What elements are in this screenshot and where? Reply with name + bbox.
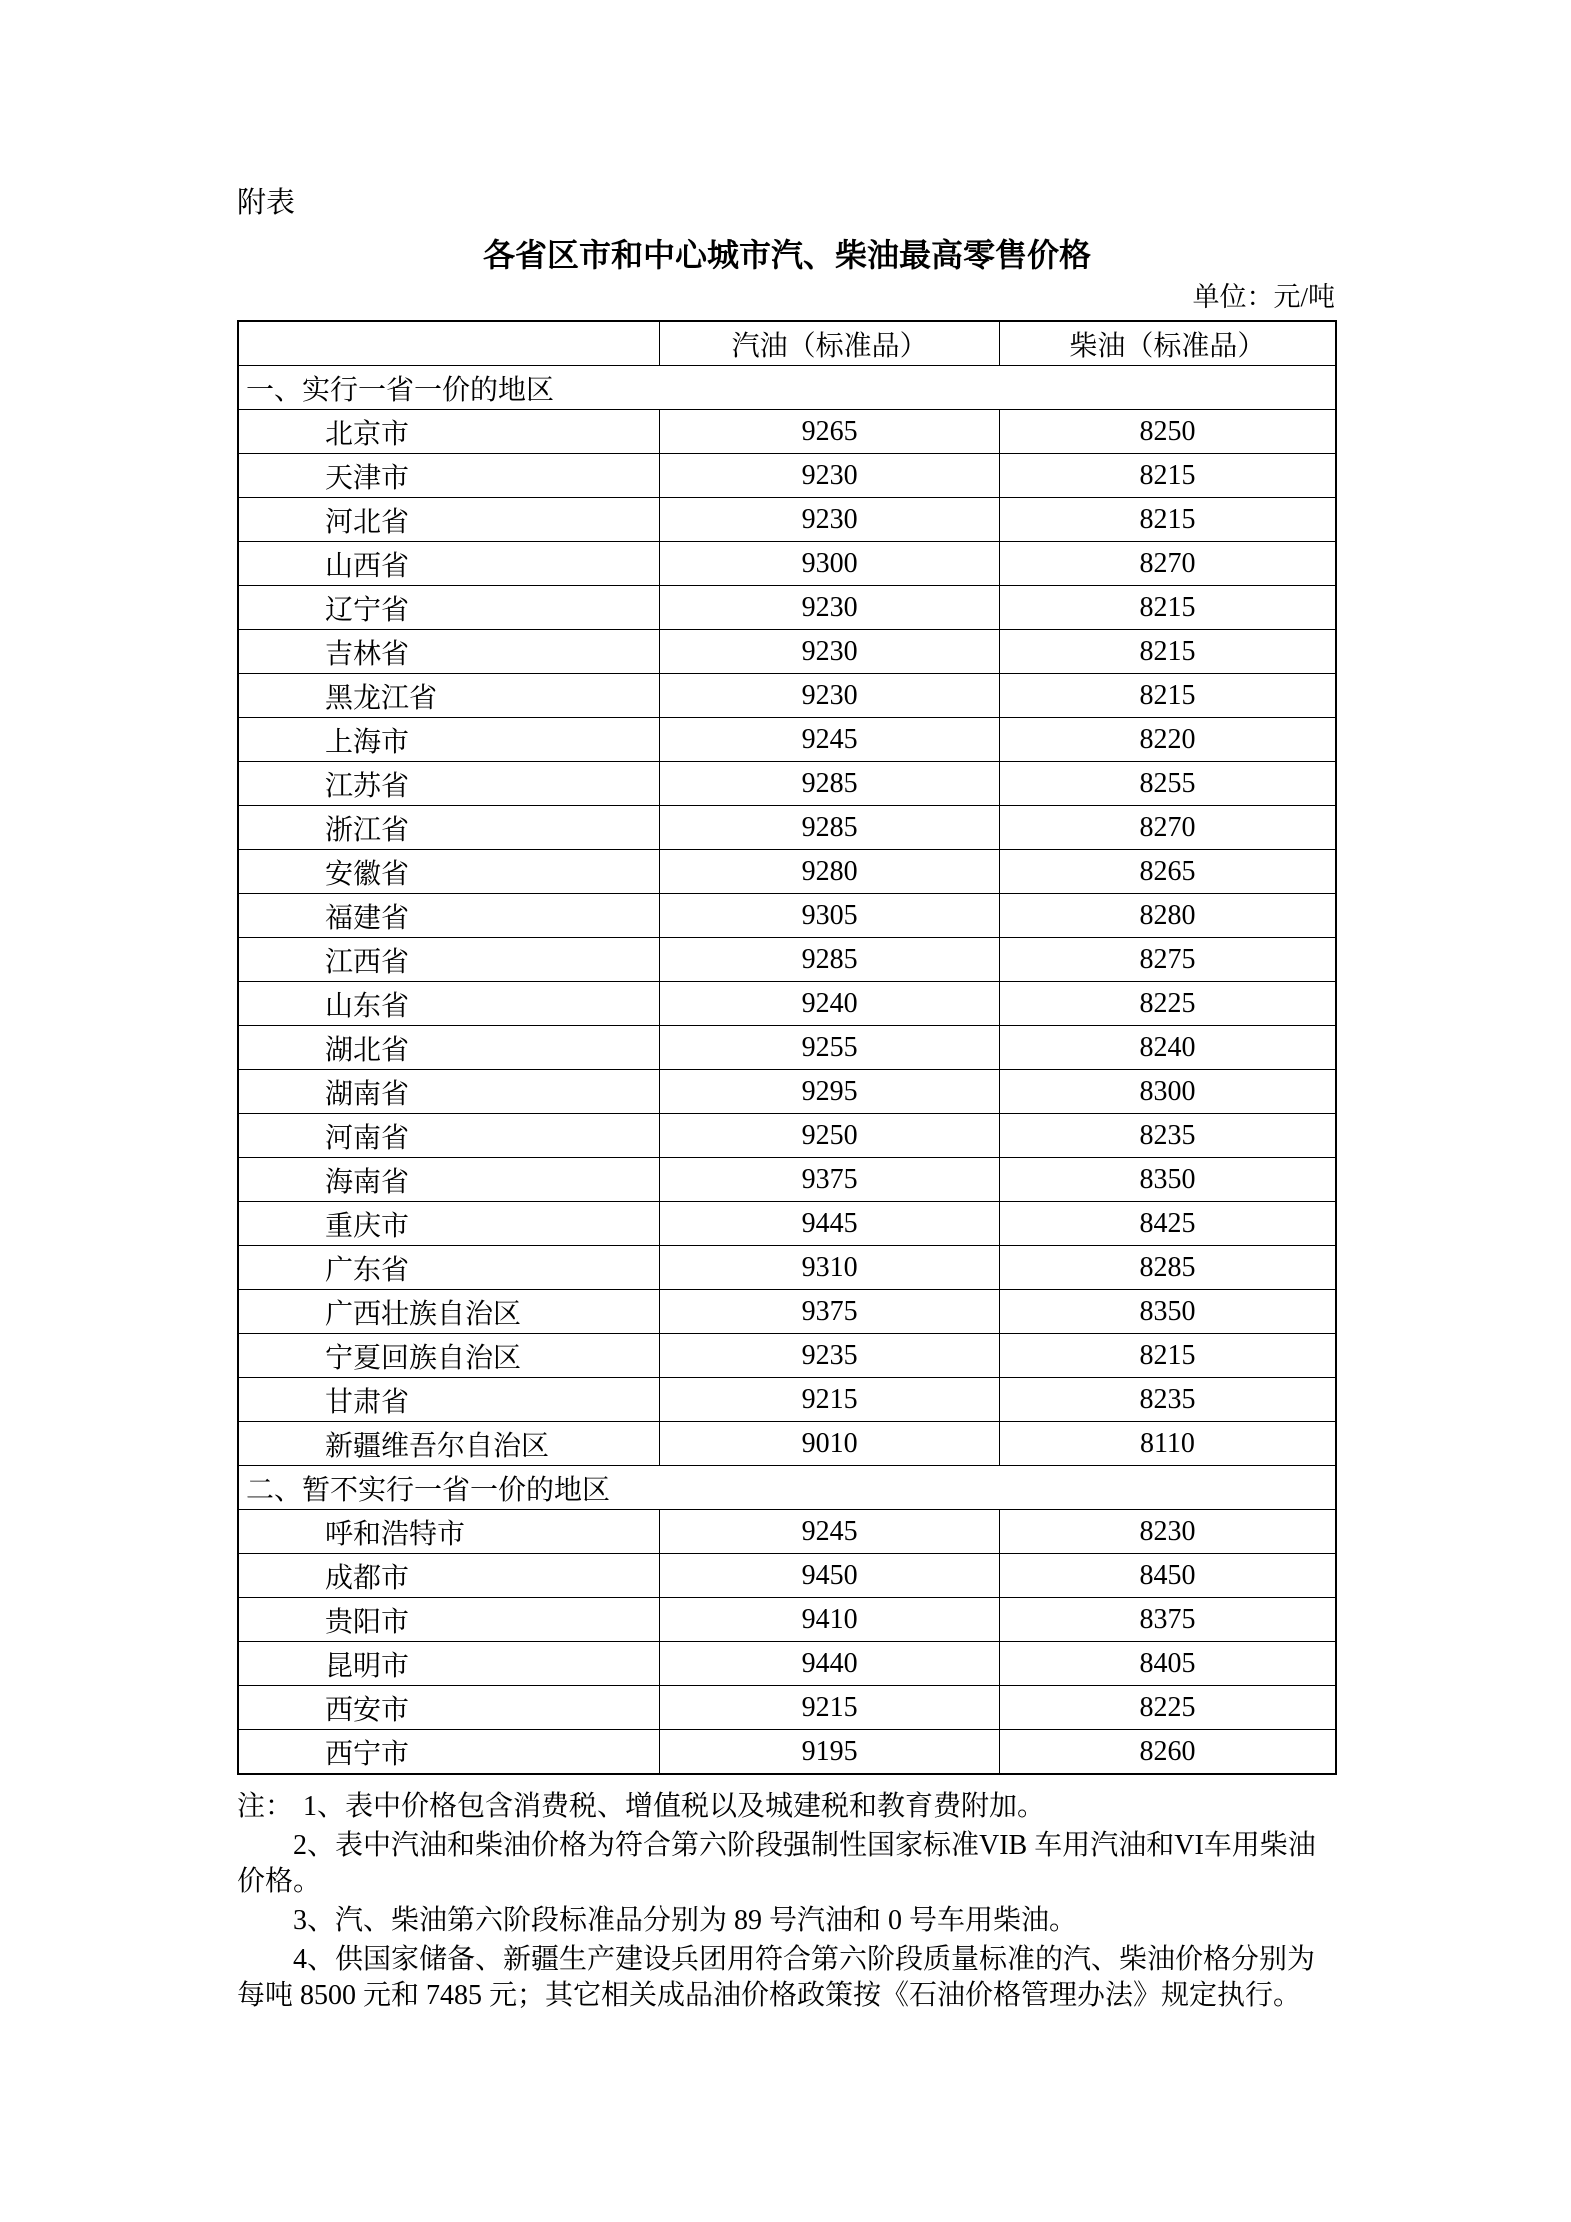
gasoline-price: 9280 xyxy=(660,850,1000,894)
diesel-price: 8270 xyxy=(999,806,1336,850)
diesel-price: 8450 xyxy=(999,1554,1336,1598)
gasoline-price: 9375 xyxy=(660,1158,1000,1202)
region-name: 西安市 xyxy=(238,1686,660,1730)
gasoline-price: 9215 xyxy=(660,1686,1000,1730)
region-name: 湖南省 xyxy=(238,1070,660,1114)
region-name: 甘肃省 xyxy=(238,1378,660,1422)
price-row xyxy=(238,894,1336,938)
diesel-price: 8265 xyxy=(999,850,1336,894)
diesel-price: 8375 xyxy=(999,1598,1336,1642)
column-header-diesel: 柴油（标准品） xyxy=(999,321,1336,366)
price-row xyxy=(238,762,1336,806)
diesel-price: 8215 xyxy=(999,674,1336,718)
price-row xyxy=(238,1554,1336,1598)
price-table xyxy=(237,320,1337,1775)
gasoline-price: 9285 xyxy=(660,762,1000,806)
diesel-price: 8350 xyxy=(999,1158,1336,1202)
region-name: 海南省 xyxy=(238,1158,660,1202)
gasoline-price: 9310 xyxy=(660,1246,1000,1290)
notes-label: 注： xyxy=(237,1791,294,1822)
page-title: 各省区市和中心城市汽、柴油最高零售价格 xyxy=(482,237,1091,273)
diesel-price: 8425 xyxy=(999,1202,1336,1246)
section-header-row xyxy=(238,1466,1336,1510)
diesel-price: 8215 xyxy=(999,630,1336,674)
column-header-gasoline: 汽油（标准品） xyxy=(660,321,1000,366)
region-name: 黑龙江省 xyxy=(238,674,660,718)
price-row xyxy=(238,1290,1336,1334)
diesel-price: 8260 xyxy=(999,1730,1336,1775)
gasoline-price: 9230 xyxy=(660,586,1000,630)
gasoline-price: 9450 xyxy=(660,1554,1000,1598)
diesel-price: 8270 xyxy=(999,542,1336,586)
gasoline-price: 9240 xyxy=(660,982,1000,1026)
note-text-1: 1、表中价格包含消费税、增值税以及城建税和教育费附加。 xyxy=(303,1791,1046,1822)
region-name: 昆明市 xyxy=(238,1642,660,1686)
diesel-price: 8225 xyxy=(999,982,1336,1026)
price-row xyxy=(238,454,1336,498)
document-content xyxy=(237,186,1337,2017)
gasoline-price: 9410 xyxy=(660,1598,1000,1642)
gasoline-price: 9265 xyxy=(660,410,1000,454)
price-table-body xyxy=(238,366,1336,1775)
region-name: 广东省 xyxy=(238,1246,660,1290)
region-name: 新疆维吾尔自治区 xyxy=(238,1422,660,1466)
gasoline-price: 9375 xyxy=(660,1290,1000,1334)
diesel-price: 8280 xyxy=(999,894,1336,938)
gasoline-price: 9230 xyxy=(660,630,1000,674)
gasoline-price: 9285 xyxy=(660,938,1000,982)
price-row xyxy=(238,1642,1336,1686)
region-name: 安徽省 xyxy=(238,850,660,894)
notes-section xyxy=(237,1789,1337,2014)
diesel-price: 8215 xyxy=(999,1334,1336,1378)
region-name: 江苏省 xyxy=(238,762,660,806)
gasoline-price: 9285 xyxy=(660,806,1000,850)
region-name: 吉林省 xyxy=(238,630,660,674)
gasoline-price: 9245 xyxy=(660,1510,1000,1554)
gasoline-price: 9235 xyxy=(660,1334,1000,1378)
diesel-price: 8235 xyxy=(999,1378,1336,1422)
price-row xyxy=(238,718,1336,762)
region-name: 北京市 xyxy=(238,410,660,454)
region-name: 辽宁省 xyxy=(238,586,660,630)
region-name: 上海市 xyxy=(238,718,660,762)
diesel-price: 8405 xyxy=(999,1642,1336,1686)
diesel-price: 8215 xyxy=(999,586,1336,630)
price-row xyxy=(238,806,1336,850)
region-name: 福建省 xyxy=(238,894,660,938)
price-row xyxy=(238,850,1336,894)
price-row xyxy=(238,542,1336,586)
gasoline-price: 9250 xyxy=(660,1114,1000,1158)
gasoline-price: 9010 xyxy=(660,1422,1000,1466)
region-name: 成都市 xyxy=(238,1554,660,1598)
price-row xyxy=(238,1114,1336,1158)
diesel-price: 8215 xyxy=(999,454,1336,498)
diesel-price: 8110 xyxy=(999,1422,1336,1466)
region-name: 江西省 xyxy=(238,938,660,982)
price-row xyxy=(238,1686,1336,1730)
note-item-4: 4、供国家储备、新疆生产建设兵团用符合第六阶段质量标准的汽、柴油价格分别为每吨 8500 元和 7485 元；其它相关成品油价格政策按《石油价格管理办法》规定执行。 xyxy=(237,1944,1316,2011)
region-name: 湖北省 xyxy=(238,1026,660,1070)
price-row xyxy=(238,410,1336,454)
region-name: 重庆市 xyxy=(238,1202,660,1246)
attachment-label: 附表 xyxy=(237,187,296,219)
region-name: 呼和浩特市 xyxy=(238,1510,660,1554)
diesel-price: 8255 xyxy=(999,762,1336,806)
gasoline-price: 9445 xyxy=(660,1202,1000,1246)
diesel-price: 8285 xyxy=(999,1246,1336,1290)
gasoline-price: 9230 xyxy=(660,498,1000,542)
diesel-price: 8275 xyxy=(999,938,1336,982)
price-row xyxy=(238,1422,1336,1466)
unit-label: 单位：元/吨 xyxy=(1192,282,1335,312)
region-name: 浙江省 xyxy=(238,806,660,850)
region-name: 西宁市 xyxy=(238,1730,660,1775)
region-name: 河南省 xyxy=(238,1114,660,1158)
column-header-region xyxy=(238,321,660,366)
price-row xyxy=(238,1378,1336,1422)
price-row xyxy=(238,982,1336,1026)
price-row xyxy=(238,498,1336,542)
price-row xyxy=(238,1510,1336,1554)
diesel-price: 8225 xyxy=(999,1686,1336,1730)
gasoline-price: 9300 xyxy=(660,542,1000,586)
section-header: 二、暂不实行一省一价的地区 xyxy=(238,1466,1336,1510)
diesel-price: 8350 xyxy=(999,1290,1336,1334)
region-name: 宁夏回族自治区 xyxy=(238,1334,660,1378)
diesel-price: 8250 xyxy=(999,410,1336,454)
region-name: 贵阳市 xyxy=(238,1598,660,1642)
price-row xyxy=(238,1158,1336,1202)
gasoline-price: 9195 xyxy=(660,1730,1000,1775)
region-name: 山东省 xyxy=(238,982,660,1026)
gasoline-price: 9295 xyxy=(660,1070,1000,1114)
region-name: 河北省 xyxy=(238,498,660,542)
region-name: 天津市 xyxy=(238,454,660,498)
section-header-row xyxy=(238,366,1336,410)
price-row xyxy=(238,1730,1336,1775)
diesel-price: 8235 xyxy=(999,1114,1336,1158)
gasoline-price: 9215 xyxy=(660,1378,1000,1422)
price-row xyxy=(238,1026,1336,1070)
diesel-price: 8300 xyxy=(999,1070,1336,1114)
diesel-price: 8215 xyxy=(999,498,1336,542)
price-row xyxy=(238,586,1336,630)
gasoline-price: 9230 xyxy=(660,674,1000,718)
price-row xyxy=(238,1202,1336,1246)
price-row xyxy=(238,1598,1336,1642)
gasoline-price: 9245 xyxy=(660,718,1000,762)
region-name: 山西省 xyxy=(238,542,660,586)
diesel-price: 8220 xyxy=(999,718,1336,762)
table-header-row xyxy=(238,321,1336,366)
price-row xyxy=(238,1070,1336,1114)
price-row xyxy=(238,938,1336,982)
section-header: 一、实行一省一价的地区 xyxy=(238,366,1336,410)
price-row xyxy=(238,630,1336,674)
note-item-3: 3、汽、柴油第六阶段标准品分别为 89 号汽油和 0 号车用柴油。 xyxy=(293,1905,1078,1936)
gasoline-price: 9255 xyxy=(660,1026,1000,1070)
diesel-price: 8240 xyxy=(999,1026,1336,1070)
gasoline-price: 9440 xyxy=(660,1642,1000,1686)
gasoline-price: 9305 xyxy=(660,894,1000,938)
note-item-1 xyxy=(237,1789,1337,1825)
region-name: 广西壮族自治区 xyxy=(238,1290,660,1334)
note-item-2: 2、表中汽油和柴油价格为符合第六阶段强制性国家标准VIB 车用汽油和VI车用柴油价格。 xyxy=(237,1830,1316,1897)
price-row xyxy=(238,1246,1336,1290)
price-row xyxy=(238,1334,1336,1378)
diesel-price: 8230 xyxy=(999,1510,1336,1554)
gasoline-price: 9230 xyxy=(660,454,1000,498)
price-row xyxy=(238,674,1336,718)
